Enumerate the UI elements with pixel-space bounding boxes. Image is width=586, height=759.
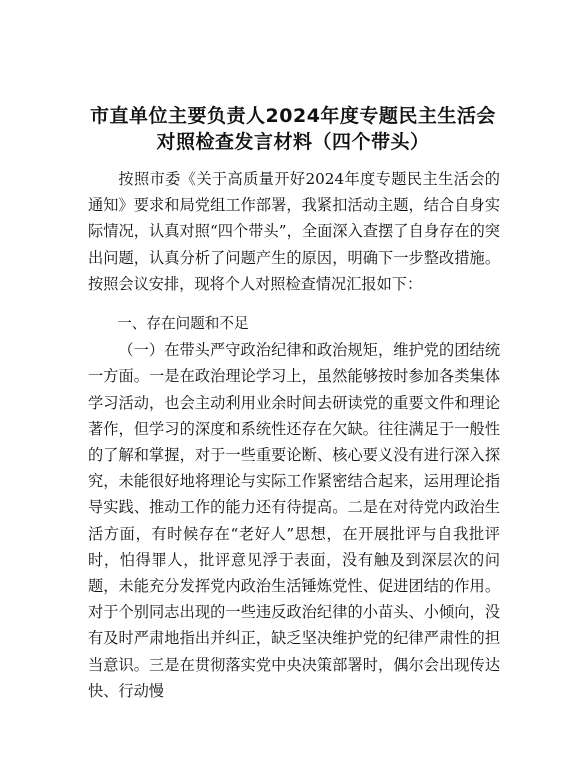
body-paragraph: （一）在带头严守政治纪律和政治规矩，维护党的团结统一方面。一是在政治理论学习上，虽然能够按时参加各类集体学习活动，也会主动利用业余时间去研读党的重要文件和理论著作，但学习的深度和系统性还存在欠缺。往往满足于一般性的了解和掌握，对于一些重要论断、核心要义没有进行深入探究，未能很好地将理论与实际工作紧密结合起来，运用理论指导实践、推动工作的能力还有待提高。二是在对待党内政治生活方面，有时候存在“老好人”思想，在开展批评与自我批评时，怕得罪人，批评意见浮于表面，没有触及到深层次的问题，未能充分发挥党内政治生活锤炼党性、促进团结的作用。对于个别同志出现的一些违反政治纪律的小苗头、小倾向，没有及时严肃地指出并纠正，缺乏坚决维护党的纪律严肃性的担当意识。三是在贯彻落实党中央决策部署时，偶尔会出现传达快、行动慢 <box>88 341 500 700</box>
section-heading: 一、存在问题和不足 <box>117 315 249 333</box>
document-body <box>88 166 500 704</box>
document-title-line-2: 对照检查发言材料（四个带头） <box>156 131 430 153</box>
document-title-line-1: 市直单位主要负责人2024年度专题民主生活会 <box>90 105 496 127</box>
intro-paragraph: 按照市委《关于高质量开好2024年度专题民主生活会的通知》要求和局党组工作部署，我紧扣活动主题，结合自身实际情况，认真对照“四个带头”，全面深入查摆了自身存在的突出问题，认真分析了问题产生的原因，明确下一步整改措施。按照会议安排，现将个人对照检查情况汇报如下： <box>88 170 500 293</box>
